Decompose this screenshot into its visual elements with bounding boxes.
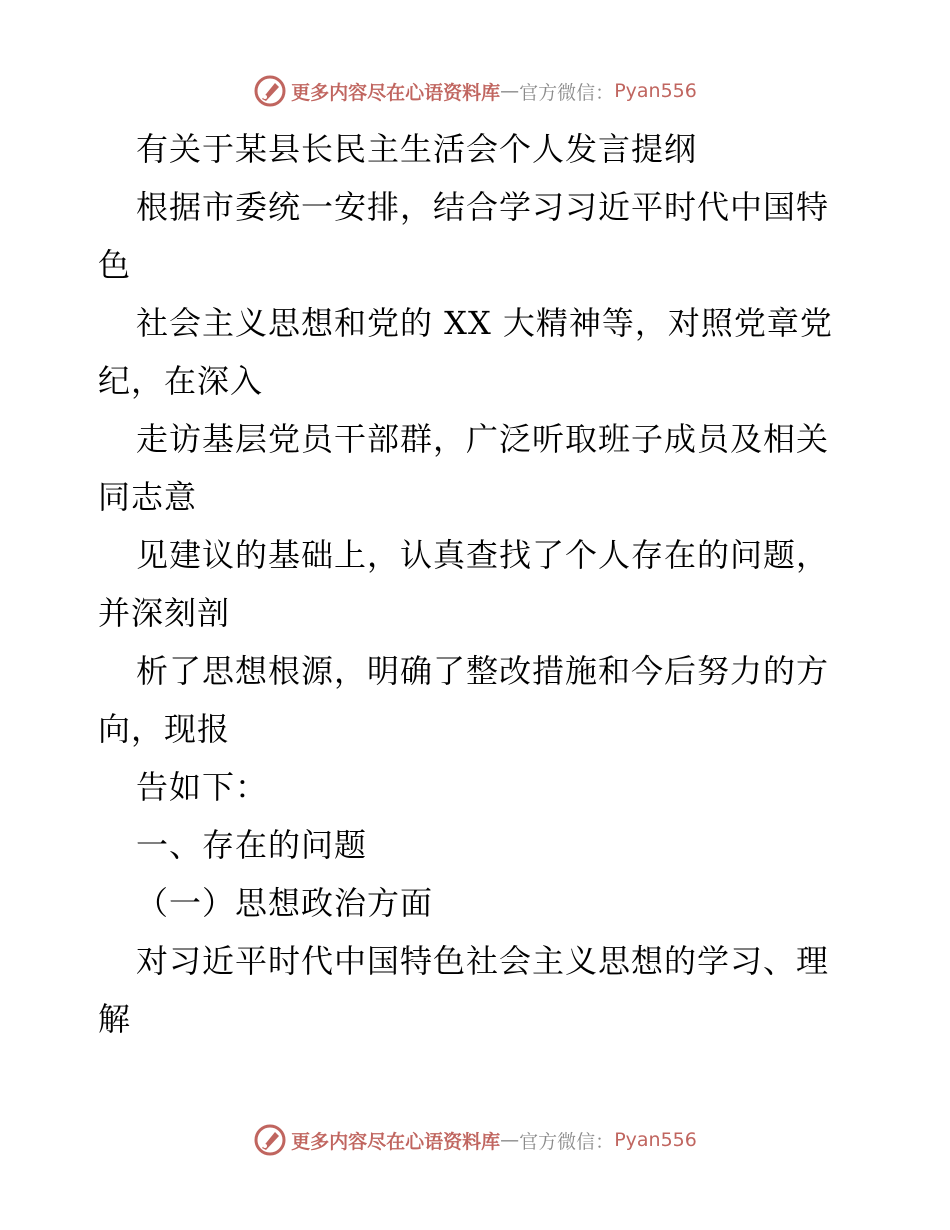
text-line: 解: [98, 1000, 132, 1038]
text-line: 社会主义思想和党的 XX 大精神等，对照党章党: [136, 304, 833, 342]
watermark-brand: 更多内容尽在心语资料库: [291, 1130, 501, 1153]
pen-logo-icon: [253, 74, 287, 108]
text-line: 根据市委统一安排，结合学习习近平时代中国特: [136, 188, 830, 226]
footer-watermark: [0, 1120, 950, 1160]
watermark-wechat-id: Pyan556: [614, 80, 697, 102]
text-line: 见建议的基础上，认真查找了个人存在的问题，: [136, 536, 830, 574]
text-line: 析了思想根源，明确了整改措施和今后努力的方: [136, 652, 830, 690]
watermark-label: 官方微信：: [519, 81, 615, 104]
text-line: 向，现报: [98, 710, 231, 748]
section-heading: 一、存在的问题: [136, 826, 368, 864]
document-title: 有关于某县长民主生活会个人发言提纲: [136, 130, 698, 168]
text-line: 对习近平时代中国特色社会主义思想的学习、理: [136, 942, 830, 980]
text-line: 告如下：: [136, 768, 269, 806]
watermark-separator: —: [500, 80, 520, 102]
text-line: 同志意: [98, 478, 198, 516]
text-line: 并深刻剖: [98, 594, 231, 632]
header-watermark: [0, 71, 950, 111]
document-body: [98, 120, 858, 1048]
watermark-brand: 更多内容尽在心语资料库: [291, 81, 501, 104]
watermark-label: 官方微信：: [519, 1130, 615, 1153]
watermark-separator: —: [500, 1129, 520, 1151]
text-line: 纪，在深入: [98, 362, 264, 400]
text-line: 色: [98, 246, 132, 284]
pen-logo-icon: [253, 1123, 287, 1157]
subsection-heading: （一）思想政治方面: [136, 884, 434, 922]
watermark-wechat-id: Pyan556: [614, 1129, 697, 1151]
text-line: 走访基层党员干部群，广泛听取班子成员及相关: [136, 420, 830, 458]
